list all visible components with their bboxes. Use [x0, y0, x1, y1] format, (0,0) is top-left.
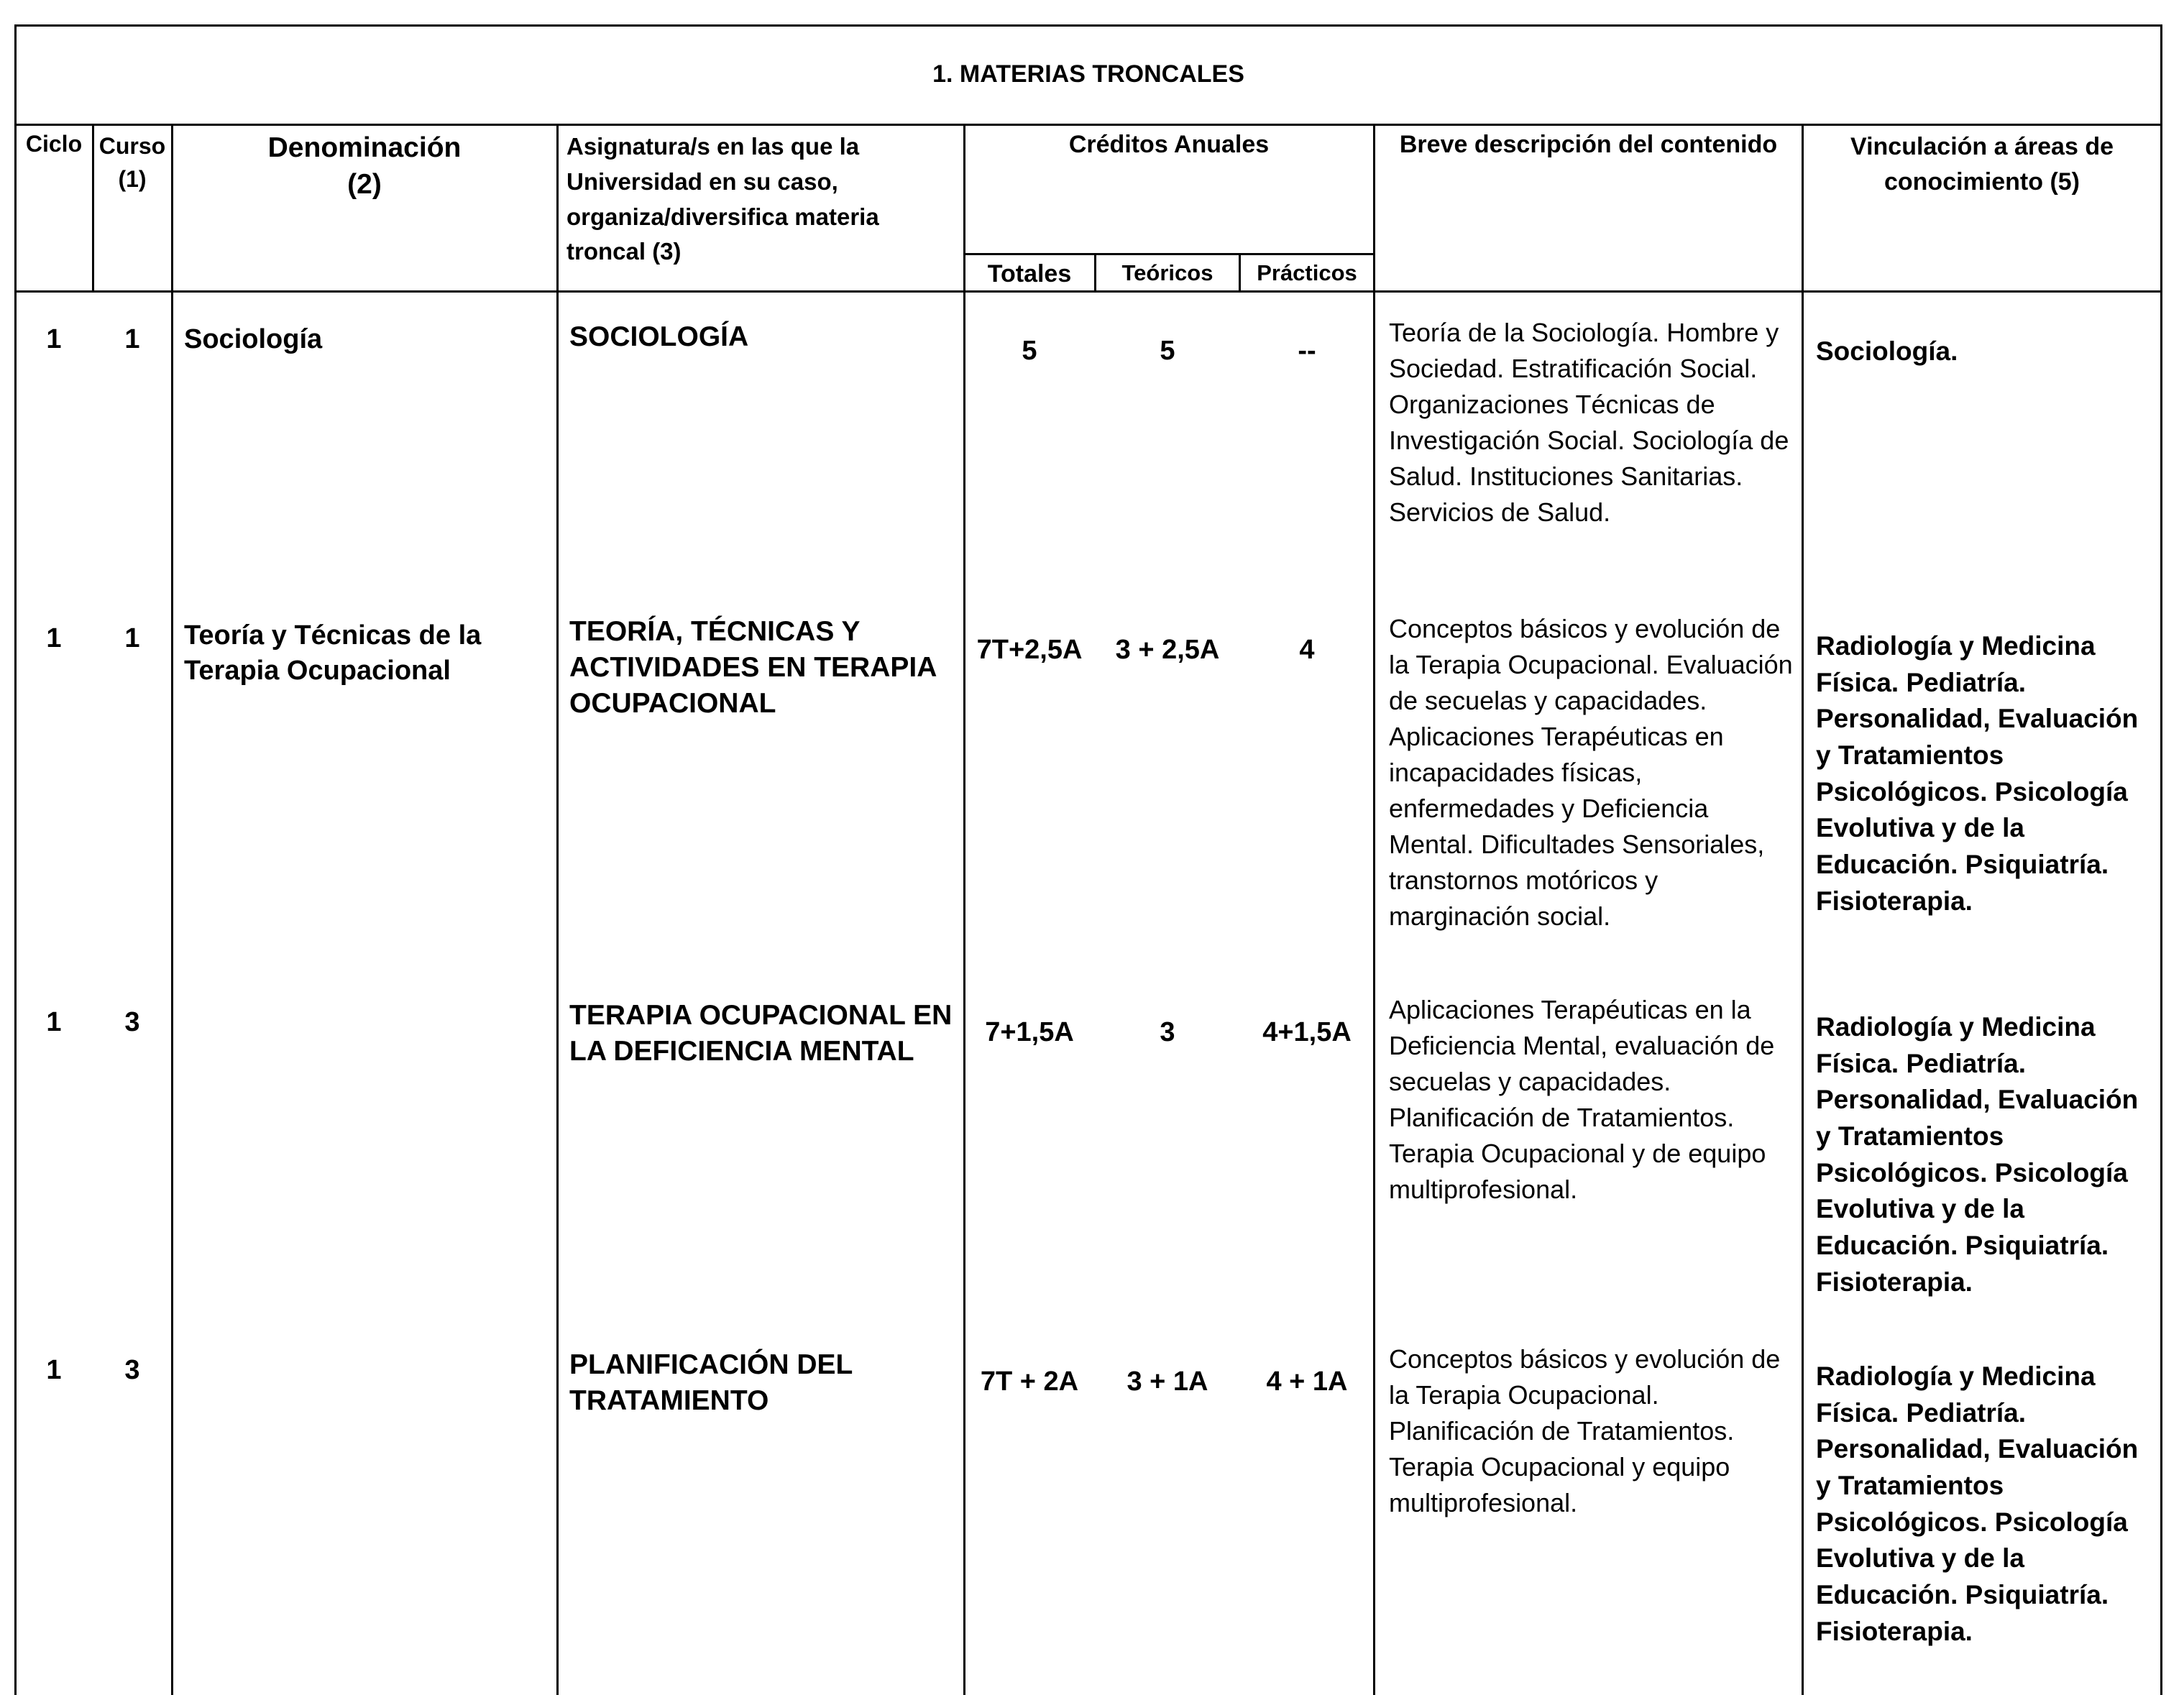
header-totales: Totales: [987, 260, 1072, 288]
row-curso: 3: [124, 1007, 140, 1037]
row-practicos: 4: [1299, 635, 1315, 665]
header-vinculacion: Vinculación a áreas de conocimiento (5): [1850, 133, 2114, 196]
table-title: 1. MATERIAS TRONCALES: [932, 60, 1244, 88]
row-totales: 7+1,5A: [985, 1017, 1074, 1047]
header-descripcion: Breve descripción del contenido: [1399, 131, 1778, 158]
row-descripcion: Aplicaciones Terapéuticas en la Deficiencia Mental, evaluación de secuelas y capacidades. Planificación de Tratamientos. Terapia Ocupacional y de equipo multiprofesional.: [1389, 995, 1775, 1205]
row-teoricos: 3 + 2,5A: [1115, 635, 1220, 665]
row-teoricos: 3 + 1A: [1127, 1366, 1208, 1397]
row-asignatura: PLANIFICACIÓN DEL TRATAMIENTO: [569, 1349, 853, 1416]
row-ciclo: 1: [46, 1355, 62, 1385]
row-curso: 3: [124, 1355, 140, 1385]
creditos-subheader-divider: [963, 253, 1373, 255]
left-border: [14, 24, 17, 1695]
header-bottom-rule: [14, 290, 2162, 293]
row-totales: 5: [1022, 336, 1037, 366]
row-asignatura: SOCIOLOGÍA: [569, 321, 749, 352]
row-totales: 7T + 2A: [980, 1366, 1079, 1397]
col-divider-curso-denom: [171, 124, 173, 1695]
row-denominacion: Sociología: [184, 324, 323, 354]
right-border: [2160, 24, 2162, 1695]
header-ciclo: Ciclo: [25, 131, 83, 157]
row-vinculacion: Radiología y Medicina Física. Pediatría. Personalidad, Evaluación y Tratamientos Psicológicos. Psicología Evolutiva y de la Educación. Psiquiatría. Fisioterapia.: [1816, 1361, 2139, 1646]
header-creditos-anuales: Créditos Anuales: [1068, 131, 1270, 158]
row-practicos: --: [1298, 336, 1316, 366]
header-curso: Curso (1): [98, 133, 166, 193]
row-teoricos: 5: [1160, 336, 1175, 366]
row-vinculacion: Radiología y Medicina Física. Pediatría. Personalidad, Evaluación y Tratamientos Psicológicos. Psicología Evolutiva y de la Educación. Psiquiatría. Fisioterapia.: [1816, 1012, 2139, 1297]
header-asignaturas: Asignatura/s en las que la Universidad en su caso, organiza/diversifica materia troncal (3): [566, 133, 879, 265]
row-asignatura: TERAPIA OCUPACIONAL EN LA DEFICIENCIA MENTAL: [569, 1000, 953, 1067]
row-practicos: 4 + 1A: [1266, 1366, 1348, 1397]
header-teoricos: Teóricos: [1121, 260, 1213, 285]
row-ciclo: 1: [46, 623, 62, 653]
col-divider-denom-asig: [556, 124, 559, 1695]
row-descripcion: Conceptos básicos y evolución de la Terapia Ocupacional. Planificación de Tratamientos. Terapia Ocupacional y equipo multiprofesional.: [1389, 1344, 1781, 1518]
row-asignatura: TEORÍA, TÉCNICAS Y ACTIVIDADES EN TERAPIA OCUPACIONAL: [569, 616, 936, 719]
row-ciclo: 1: [46, 1007, 62, 1037]
row-totales: 7T+2,5A: [976, 635, 1083, 665]
materias-troncales-table: [14, 24, 2162, 1695]
row-vinculacion: Sociología.: [1816, 336, 1958, 366]
row-practicos: 4+1,5A: [1262, 1017, 1352, 1047]
title-divider: [14, 124, 2162, 126]
col-divider-desc-vinc: [1802, 124, 1804, 1695]
row-vinculacion: Radiología y Medicina Física. Pediatría. Personalidad, Evaluación y Tratamientos Psicológicos. Psicología Evolutiva y de la Educación. Psiquiatría. Fisioterapia.: [1816, 631, 2139, 916]
row-curso: 1: [124, 324, 140, 354]
col-divider-creditos-desc: [1373, 124, 1375, 1695]
header-practicos: Prácticos: [1257, 260, 1357, 285]
row-curso: 1: [124, 623, 140, 653]
row-denominacion: Teoría y Técnicas de la Terapia Ocupacional: [184, 620, 482, 686]
row-descripcion: Conceptos básicos y evolución de la Terapia Ocupacional. Evaluación de secuelas y capacidades. Aplicaciones Terapéuticas en incapacidades físicas, enfermedades y Deficiencia Mental. Dificultades Sensoriales, transtornos motóricos y marginación social.: [1389, 614, 1793, 932]
row-teoricos: 3: [1160, 1017, 1175, 1047]
row-descripcion: Teoría de la Sociología. Hombre y Sociedad. Estratificación Social. Organizaciones Técnicas de Investigación Social. Sociología de Salud. Instituciones Sanitarias. Servicios de Salud.: [1389, 318, 1789, 528]
header-denominacion: Denominación (2): [267, 132, 462, 201]
row-ciclo: 1: [46, 324, 62, 354]
top-border: [14, 24, 2162, 27]
